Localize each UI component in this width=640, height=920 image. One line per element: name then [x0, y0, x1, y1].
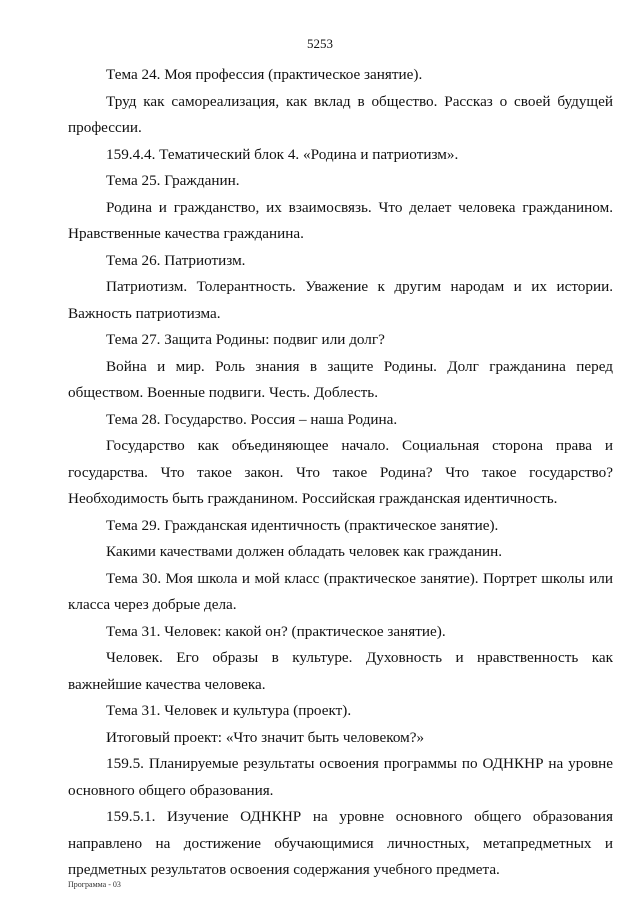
paragraph: Тема 25. Гражданин. — [106, 172, 240, 189]
document-body — [68, 62, 613, 884]
paragraph: Тема 27. Защита Родины: подвиг или долг? — [106, 331, 385, 348]
paragraph: Итоговый проект: «Что значит быть человеком?» — [106, 728, 425, 746]
paragraph: 159.5.1. Изучение ОДНКНР на уровне основного общего образования направлено на достижение обучающимися личностных, метапредметных и предметных результатов освоения содержания учебного предмета. — [68, 808, 613, 878]
paragraph: Человек. Его образы в культуре. Духовность и нравственность как важнейшие качества человека. — [68, 649, 613, 693]
paragraph: Тема 24. Моя профессия (практическое занятие). — [106, 66, 423, 83]
paragraph: Родина и гражданство, их взаимосвязь. Что делает человека гражданином. Нравственные качества гражданина. — [68, 198, 613, 242]
page-number: 5253 — [307, 36, 333, 51]
paragraph: Патриотизм. Толерантность. Уважение к другим народам и их истории. Важность патриотизма. — [68, 278, 613, 322]
paragraph: 159.5. Планируемые результаты освоения программы по ОДНКНР на уровне основного общего образования. — [68, 755, 613, 799]
paragraph: Государство как объединяющее начало. Социальная сторона права и государства. Что такое закон. Что такое Родина? Что такое государство? Необходимость быть гражданином. Российская гражданская идентичность. — [68, 437, 613, 507]
paragraph: Тема 30. Моя школа и мой класс (практическое занятие). Портрет школы или класса через добрые дела. — [68, 569, 613, 613]
paragraph: Труд как самореализация, как вклад в общество. Рассказ о своей будущей профессии. — [68, 92, 613, 136]
paragraph: Война и мир. Роль знания в защите Родины. Долг гражданина перед обществом. Военные подвиги. Честь. Доблесть. — [68, 357, 613, 401]
page-footer: Программа - 03 — [68, 880, 121, 889]
paragraph: Тема 31. Человек и культура (проект). — [106, 702, 352, 719]
paragraph: Тема 31. Человек: какой он? (практическое занятие). — [106, 622, 446, 640]
paragraph: Какими качествами должен обладать человек как гражданин. — [106, 543, 503, 560]
paragraph: Тема 26. Патриотизм. — [106, 251, 246, 269]
paragraph: Тема 29. Гражданская идентичность (практическое занятие). — [106, 516, 499, 534]
paragraph: Тема 28. Государство. Россия – наша Родина. — [106, 410, 398, 428]
paragraph: 159.4.4. Тематический блок 4. «Родина и патриотизм». — [106, 145, 459, 163]
